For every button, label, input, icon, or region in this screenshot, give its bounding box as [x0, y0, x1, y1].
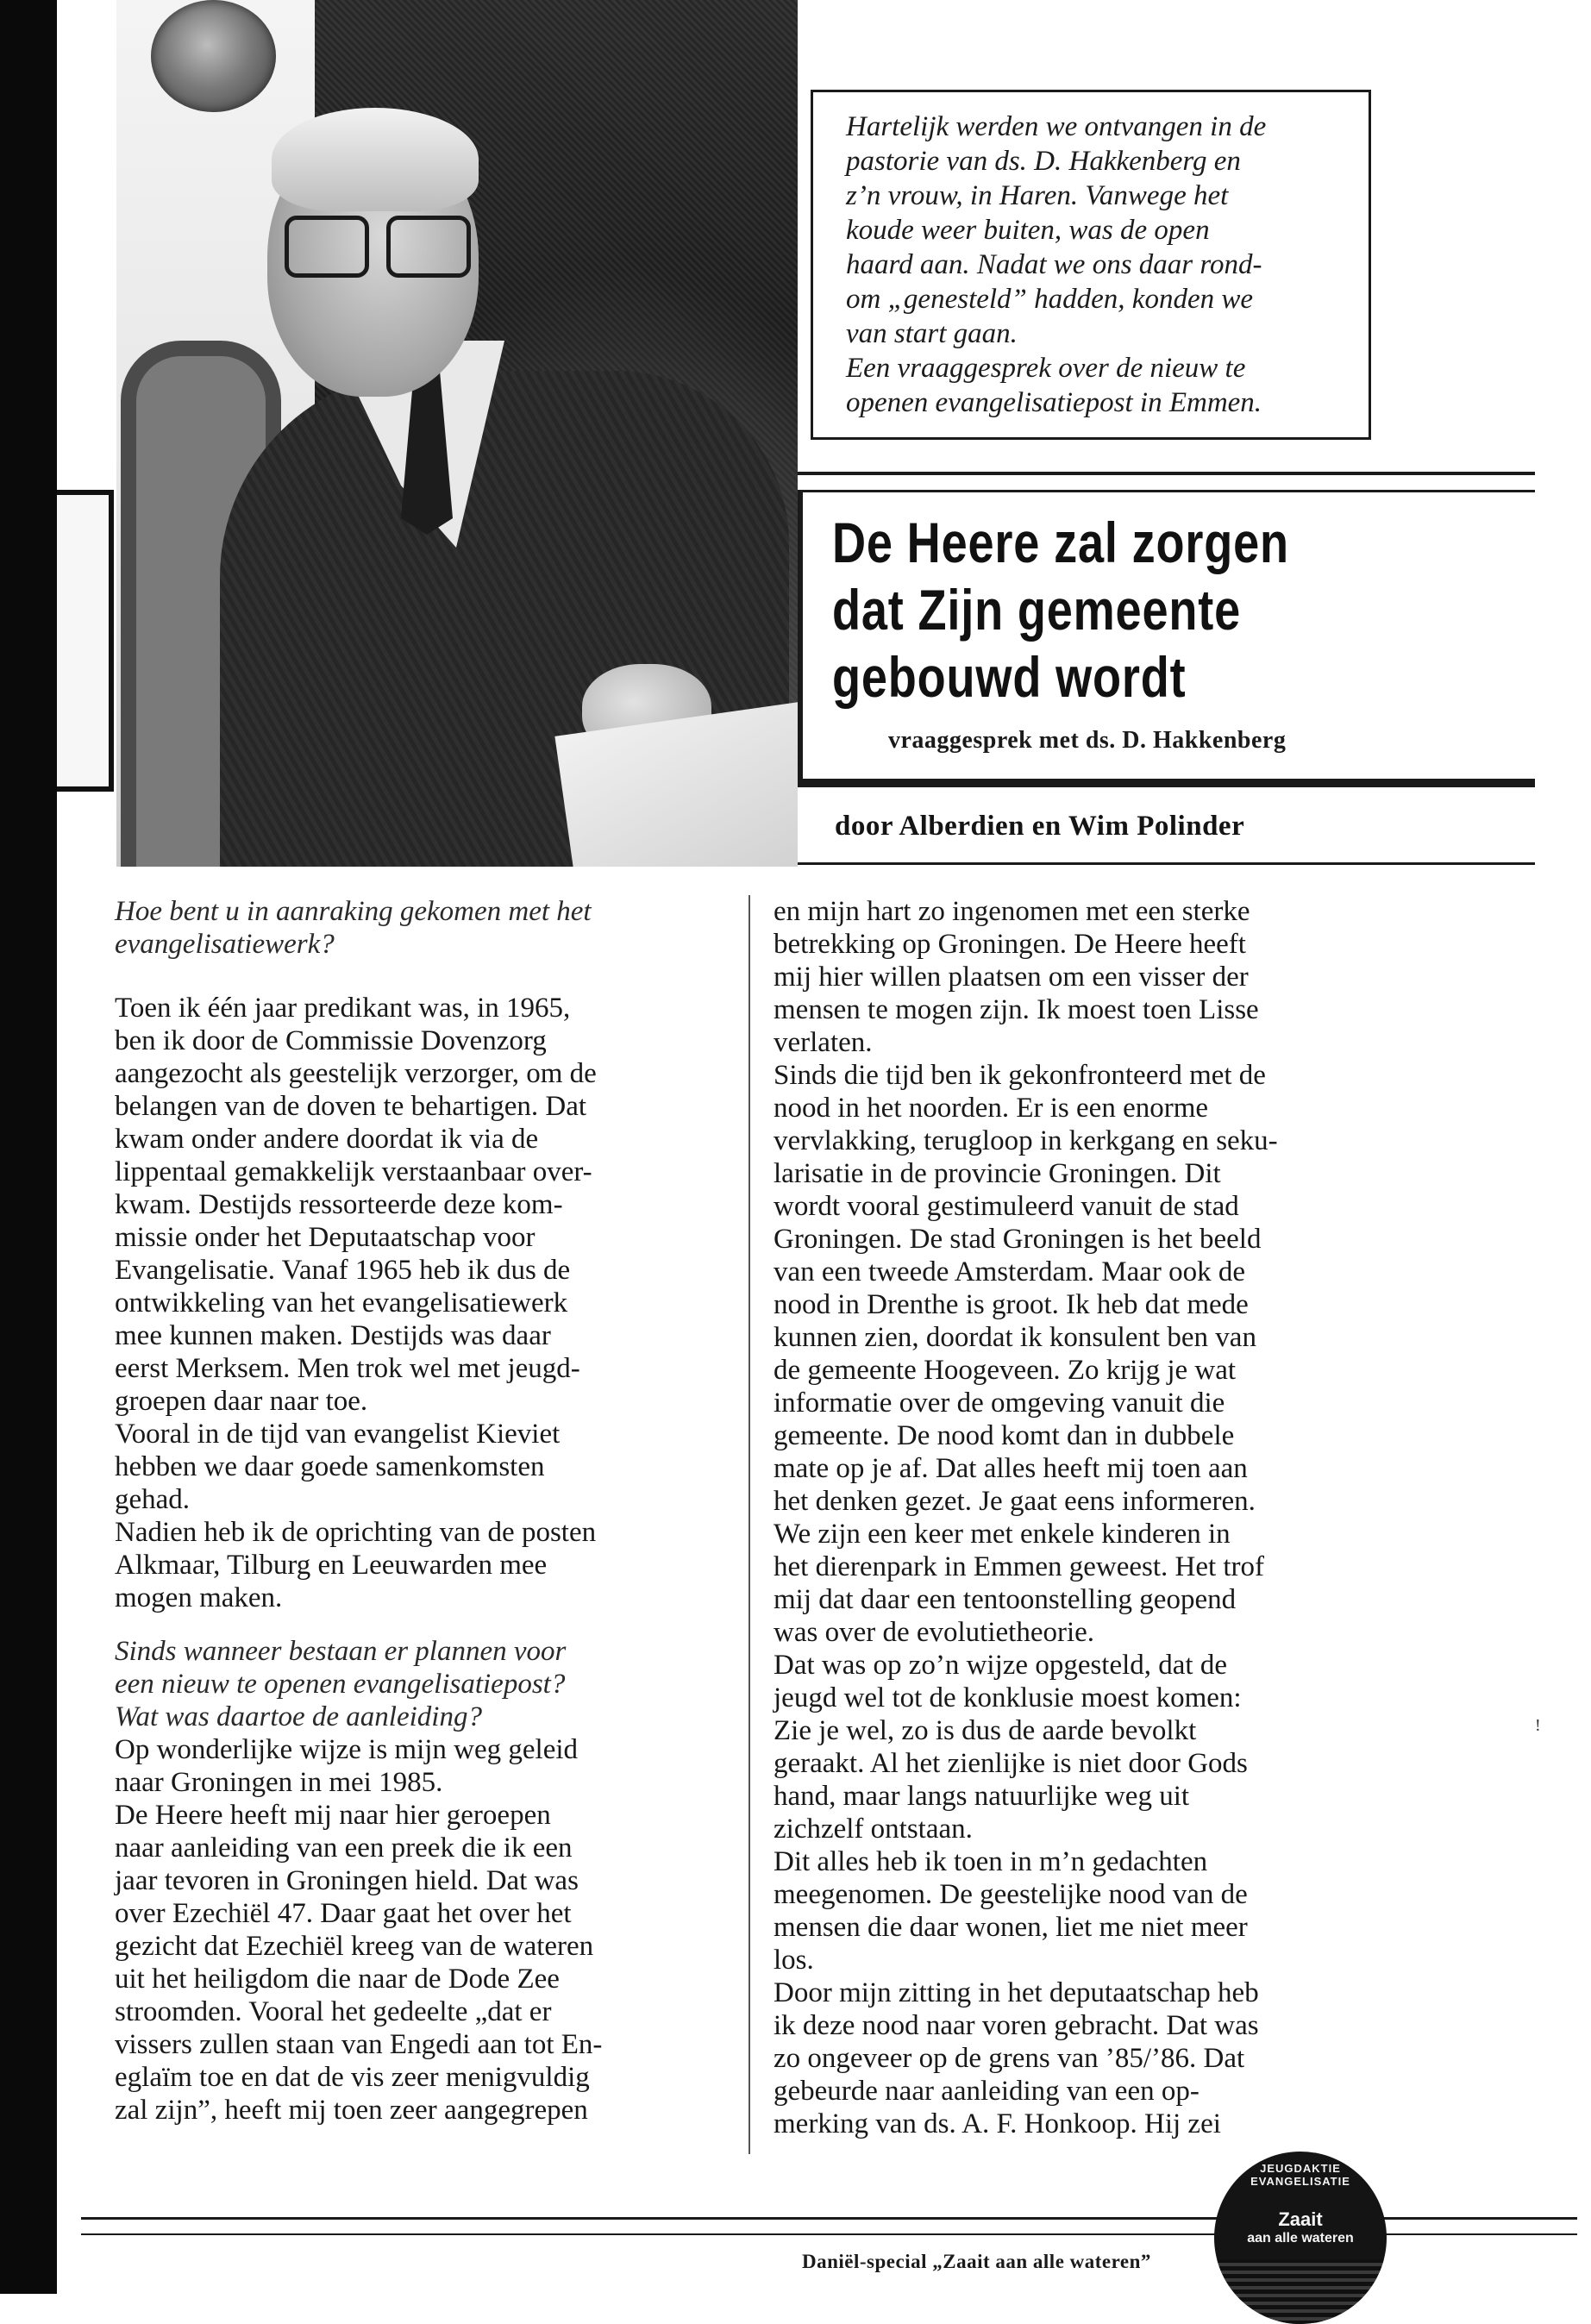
article-subtitle: vraaggesprek met ds. D. Hakkenberg: [888, 727, 1287, 754]
text-line: Toen ik één jaar predikant was, in 1965,: [115, 993, 571, 1024]
text-line: uit het heiligdom die naar de Dode Zee: [115, 1964, 560, 1995]
text-line: We zijn een keer met enkele kinderen in: [774, 1519, 1231, 1550]
title-line: De Heere zal zorgen: [832, 511, 1289, 574]
text-line: het dierenpark in Emmen geweest. Het trof: [774, 1551, 1265, 1582]
text-line: gemeente. De nood komt dan in dubbele: [774, 1420, 1235, 1451]
text-line: meegenomen. De geestelijke nood van de: [774, 1879, 1248, 1910]
text-line: kunnen zien, doordat ik konsulent ben van: [774, 1322, 1256, 1353]
text-line: mee kunnen maken. Destijds was daar: [115, 1320, 551, 1351]
text-line: Hoe bent u in aanraking gekomen met het: [115, 896, 592, 927]
text-line: mensen te mogen zijn. Ik moest toen Lisse: [774, 994, 1259, 1025]
text-line: jeugd wel tot de konklusie moest komen:: [774, 1682, 1242, 1713]
intro-line: Hartelijk werden we ontvangen in de: [846, 111, 1267, 142]
interview-question: [115, 1635, 736, 1733]
footer-caption: Daniël-special „Zaait aan alle wateren”: [802, 2251, 1151, 2272]
text-line: betrekking op Groningen. De Heere heeft: [774, 929, 1246, 960]
text-line: Sinds wanneer bestaan er plannen voor: [115, 1636, 567, 1667]
text-line: De Heere heeft mij naar hier geroepen: [115, 1800, 551, 1831]
text-line: een nieuw te openen evangelisatiepost?: [115, 1669, 566, 1700]
badge-title: Zaait: [1278, 2208, 1323, 2230]
title-bottom-rule: [798, 779, 1535, 787]
text-line: naar aanleiding van een preek die ik een: [115, 1832, 573, 1864]
stray-mark: !: [1535, 1716, 1541, 1735]
intro-line: z’n vrouw, in Haren. Vanwege het: [846, 180, 1229, 211]
intro-line: haard aan. Nadat we ons daar rond-: [846, 249, 1262, 280]
intro-line: pastorie van ds. D. Hakkenberg en: [846, 146, 1241, 177]
intro-line: om „genesteld” hadden, konden we: [846, 284, 1254, 315]
text-line: Door mijn zitting in het deputaatschap heb: [774, 1977, 1259, 2008]
text-line: evangelisatiewerk?: [115, 929, 335, 960]
hair: [272, 108, 479, 211]
text-line: over Ezechiël 47. Daar gaat het over het: [115, 1898, 572, 1929]
text-line: Zie je wel, zo is dus de aarde bevolkt: [774, 1715, 1197, 1746]
interview-answer: [115, 1733, 736, 2127]
intro-line: koude weer buiten, was de open: [846, 215, 1210, 246]
text-line: ben ik door de Commissie Dovenzorg: [115, 1025, 547, 1056]
intro-line: Een vraaggesprek over de nieuw te: [846, 353, 1246, 384]
text-line: geraakt. Al het zienlijke is niet door Gods: [774, 1748, 1248, 1779]
text-line: Dat was op zo’n wijze opgesteld, dat de: [774, 1650, 1228, 1681]
intro-box: [811, 90, 1371, 440]
text-line: kwam onder andere doordat ik via de: [115, 1124, 539, 1155]
text-line: was over de evolutietheorie.: [774, 1617, 1095, 1648]
text-line: Wat was daartoe de aanleiding?: [115, 1701, 482, 1732]
text-line: groepen daar naar toe.: [115, 1386, 368, 1417]
title-line: dat Zijn gemeente: [832, 578, 1242, 642]
byline: door Alberdien en Wim Polinder: [835, 811, 1245, 842]
text-line: missie onder het Deputaatschap voor: [115, 1222, 536, 1253]
column-divider: [749, 895, 750, 2154]
intro-line: van start gaan.: [846, 318, 1018, 349]
title-left-rule: [798, 490, 803, 779]
text-line: vervlakking, terugloop in kerkgang en seku-: [774, 1125, 1278, 1156]
portrait-photo: [116, 0, 798, 867]
text-line: ontwikkeling van het evangelisatiewerk: [115, 1287, 568, 1319]
text-line: Groningen. De stad Groningen is het beeld: [774, 1224, 1262, 1255]
byline-rule: [798, 862, 1535, 865]
text-line: informatie over de omgeving vanuit die: [774, 1388, 1225, 1419]
left-column: [115, 895, 736, 2127]
text-line: eglaïm toe en dat de vis zeer menigvuldig: [115, 2062, 590, 2093]
text-line: Evangelisatie. Vanaf 1965 heb ik dus de: [115, 1255, 571, 1286]
text-line: en mijn hart zo ingenomen met een sterke: [774, 896, 1250, 927]
text-line: gebeurde naar aanleiding van een op-: [774, 2076, 1200, 2107]
text-line: mate op je af. Dat alles heeft mij toen aan: [774, 1453, 1248, 1484]
text-line: gezicht dat Ezechiël kreeg van de wateren: [115, 1931, 594, 1962]
glasses: [285, 216, 466, 276]
text-line: larisatie in de provincie Groningen. Dit: [774, 1158, 1221, 1189]
left-black-bar: [0, 0, 57, 2294]
zaait-logo-badge: [1214, 2152, 1387, 2324]
text-line: nood in Drenthe is groot. Ik heb dat mede: [774, 1289, 1249, 1320]
text-line: mij hier willen plaatsen om een visser der: [774, 962, 1249, 993]
text-line: zo ongeveer op de grens van ’85/’86. Dat: [774, 2043, 1245, 2074]
interview-answer: [774, 895, 1394, 2140]
title-top-rule-2: [798, 490, 1535, 492]
text-line: het denken gezet. Je gaat eens informeren.: [774, 1486, 1256, 1517]
text-line: de gemeente Hoogeveen. Zo krijg je wat: [774, 1355, 1237, 1386]
text-line: zichzelf ontstaan.: [774, 1813, 973, 1845]
wall-plate: [151, 0, 276, 112]
left-frame-decoration: [57, 490, 114, 792]
text-line: nood in het noorden. Er is een enorme: [774, 1093, 1209, 1124]
right-column: [774, 895, 1394, 2140]
text-line: mij dat daar een tentoonstelling geopend: [774, 1584, 1237, 1615]
badge-subtitle: aan alle wateren: [1247, 2231, 1354, 2246]
text-line: Vooral in de tijd van evangelist Kieviet: [115, 1419, 561, 1450]
text-line: naar Groningen in mei 1985.: [115, 1767, 443, 1798]
text-line: zal zijn”, heeft mij toen zeer aangegrepen: [115, 2095, 588, 2126]
title-top-rule: [798, 472, 1535, 475]
interview-question: [115, 895, 736, 961]
text-line: Alkmaar, Tilburg en Leeuwarden mee: [115, 1550, 548, 1581]
intro-line: openen evangelisatiepost in Emmen.: [846, 387, 1262, 418]
text-line: verlaten.: [774, 1027, 873, 1058]
text-line: wordt vooral gestimuleerd vanuit de stad: [774, 1191, 1239, 1222]
article-title: [832, 509, 1440, 711]
text-line: merking van ds. A. F. Honkoop. Hij zei: [774, 2108, 1221, 2139]
text-line: lippentaal gemakkelijk verstaanbaar over-: [115, 1156, 592, 1187]
text-line: van een tweede Amsterdam. Maar ook de: [774, 1256, 1246, 1287]
text-line: ik deze nood naar voren gebracht. Dat was: [774, 2010, 1259, 2041]
text-line: eerst Merksem. Men trok wel met jeugd-: [115, 1353, 580, 1384]
text-line: hand, maar langs natuurlijke weg uit: [774, 1781, 1190, 1812]
badge-waves-image: [1214, 2259, 1387, 2324]
text-line: Dit alles heb ik toen in m’n gedachten: [774, 1846, 1208, 1877]
text-line: los.: [774, 1945, 814, 1976]
text-line: hebben we daar goede samenkomsten: [115, 1451, 545, 1482]
text-line: kwam. Destijds ressorteerde deze kom-: [115, 1189, 563, 1220]
text-line: Nadien heb ik de oprichting van de posten: [115, 1517, 597, 1548]
text-line: stroomden. Vooral het gedeelte „dat er: [115, 1996, 552, 2027]
text-line: mensen die daar wonen, liet me niet meer: [774, 1912, 1248, 1943]
title-line: gebouwd wordt: [832, 645, 1187, 709]
text-line: mogen maken.: [115, 1582, 283, 1613]
text-line: jaar tevoren in Groningen hield. Dat was: [115, 1865, 579, 1896]
text-line: Sinds die tijd ben ik gekonfronteerd met de: [774, 1060, 1266, 1091]
interview-answer: [115, 992, 736, 1614]
text-line: aangezocht als geestelijk verzorger, om de: [115, 1058, 597, 1089]
text-line: vissers zullen staan van Engedi aan tot En-: [115, 2029, 603, 2060]
text-line: belangen van de doven te behartigen. Dat: [115, 1091, 587, 1122]
badge-arc-text: JEUGDAKTIE EVANGELISATIE: [1250, 2162, 1350, 2188]
text-line: Op wonderlijke wijze is mijn weg geleid: [115, 1734, 579, 1765]
text-line: gehad.: [115, 1484, 191, 1515]
